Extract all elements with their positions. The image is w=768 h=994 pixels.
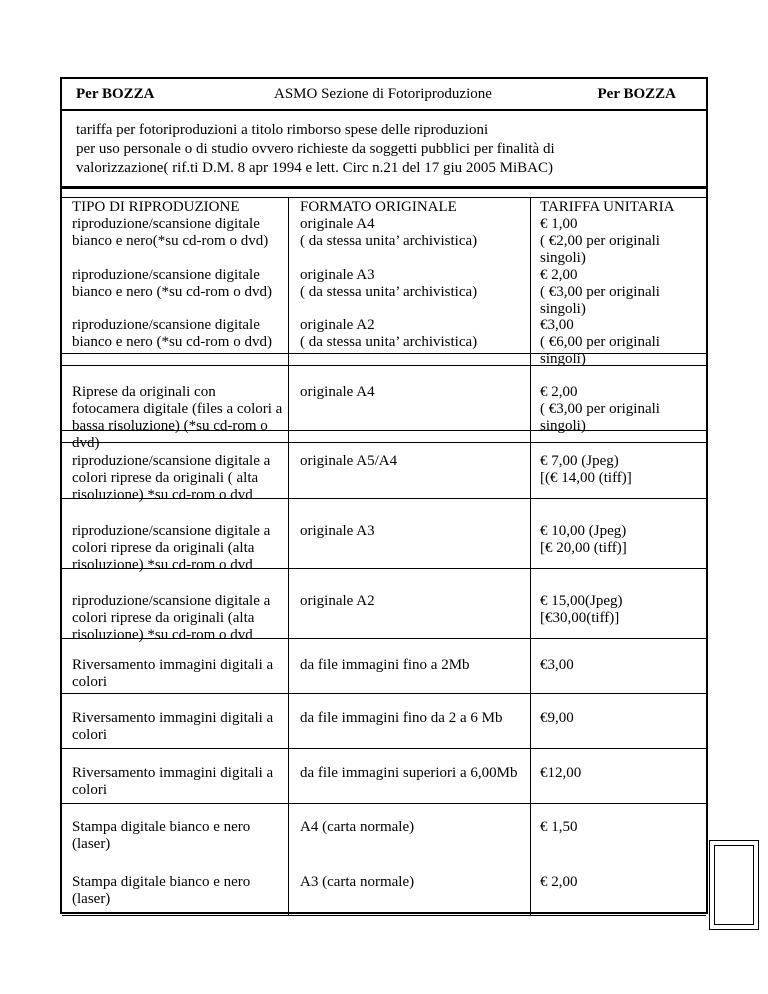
table-row-11-col2: A4 (carta normale) (300, 819, 415, 835)
table-row-11-col3: € 1,50 (540, 819, 578, 835)
table-row-4-col2: originale A4 (300, 384, 375, 400)
table-header-col2: FORMATO ORIGINALE (300, 199, 457, 215)
table-row-11-col1: Stampa digitale bianco e nero (laser) (72, 819, 251, 852)
table-row-9-col1: Riversamento immagini digitali a colori (72, 710, 274, 743)
table-row-6-col3: € 10,00 (Jpeg) [€ 20,00 (tiff)] (540, 523, 627, 556)
table-row-5-col1: riproduzione/scansione digitale a colori riprese da originali ( alta risoluzione) *su cd-rom o dvd (72, 453, 271, 503)
table-rule (62, 188, 706, 189)
table-row-3-col3: €3,00 ( €6,00 per originali singoli) (540, 317, 660, 367)
table-row-2-col3: € 2,00 ( €3,00 per originali singoli) (540, 267, 660, 317)
table-row-6-col2: originale A3 (300, 523, 375, 539)
intro-line: per uso personale o di studio ovvero richieste da soggetti pubblici per finalità di (76, 141, 555, 157)
header-title: ASMO Sezione di Fotoriproduzione (274, 86, 492, 102)
intro-paragraph (76, 121, 676, 178)
document-frame (60, 77, 708, 914)
table-row-12-col2: A3 (carta normale) (300, 874, 415, 890)
table-row-3-col2: originale A2 ( da stessa unita’ archivistica) (300, 317, 478, 350)
table-rule (62, 803, 706, 804)
intro-line: tariffa per fotoriproduzioni a titolo rimborso spese delle riproduzioni (76, 122, 489, 138)
table-row-2-col2: originale A3 ( da stessa unita’ archivistica) (300, 267, 478, 300)
table-row-3-col1: riproduzione/scansione digitale bianco e nero (*su cd-rom o dvd) (72, 317, 272, 350)
table-row-9-col3: €9,00 (540, 710, 574, 726)
margin-box (709, 840, 759, 930)
document-header (62, 79, 706, 111)
table-row-7-col1: riproduzione/scansione digitale a colori riprese da originali (alta risoluzione) *su cd-rom o dvd (72, 593, 271, 643)
table-row-4-col1: Riprese da originali con fotocamera digitale (files a colori a bassa risoluzione) (*su cd-rom o dvd) (72, 384, 283, 451)
table-header-col3: TARIFFA UNITARIA (540, 199, 675, 215)
header-left-label: Per BOZZA (76, 86, 155, 102)
table-rule (62, 693, 706, 694)
table-row-10-col2: da file immagini superiori a 6,00Mb (300, 765, 518, 781)
table-row-8-col1: Riversamento immagini digitali a colori (72, 657, 274, 690)
table-row-1-col1: riproduzione/scansione digitale bianco e nero(*su cd-rom o dvd) (72, 216, 269, 249)
table-row-5-col2: originale A5/A4 (300, 453, 398, 469)
table-row-8-col2: da file immagini fino a 2Mb (300, 657, 470, 673)
table-rule (62, 748, 706, 749)
table-row-12-col3: € 2,00 (540, 874, 578, 890)
table-rule (62, 197, 706, 198)
table-row-1-col2: originale A4 ( da stessa unita’ archivistica) (300, 216, 478, 249)
table-row-7-col2: originale A2 (300, 593, 375, 609)
table-row-1-col3: € 1,00 ( €2,00 per originali singoli) (540, 216, 660, 266)
table-row-7-col3: € 15,00(Jpeg) [€30,00(tiff)] (540, 593, 623, 626)
table-row-12-col1: Stampa digitale bianco e nero (laser) (72, 874, 251, 907)
table-rule (530, 197, 531, 915)
intro-line: valorizzazione( rif.ti D.M. 8 apr 1994 e lett. Circ n.21 del 17 giu 2005 MiBAC) (76, 160, 553, 176)
table-row-9-col2: da file immagini fino da 2 a 6 Mb (300, 710, 503, 726)
table-row-2-col1: riproduzione/scansione digitale bianco e nero (*su cd-rom o dvd) (72, 267, 272, 300)
table-row-5-col3: € 7,00 (Jpeg) [(€ 14,00 (tiff)] (540, 453, 632, 486)
table-rule (62, 915, 706, 916)
table-row-10-col1: Riversamento immagini digitali a colori (72, 765, 274, 798)
table-row-4-col3: € 2,00 ( €3,00 per originali singoli) (540, 384, 660, 434)
table-header-col1: TIPO DI RIPRODUZIONE (72, 199, 240, 215)
table-row-6-col1: riproduzione/scansione digitale a colori riprese da originali (alta risoluzione) *su cd-rom o dvd (72, 523, 271, 573)
tariff-table (62, 186, 706, 907)
table-row-8-col3: €3,00 (540, 657, 574, 673)
header-right-label: Per BOZZA (597, 86, 676, 102)
table-row-10-col3: €12,00 (540, 765, 582, 781)
